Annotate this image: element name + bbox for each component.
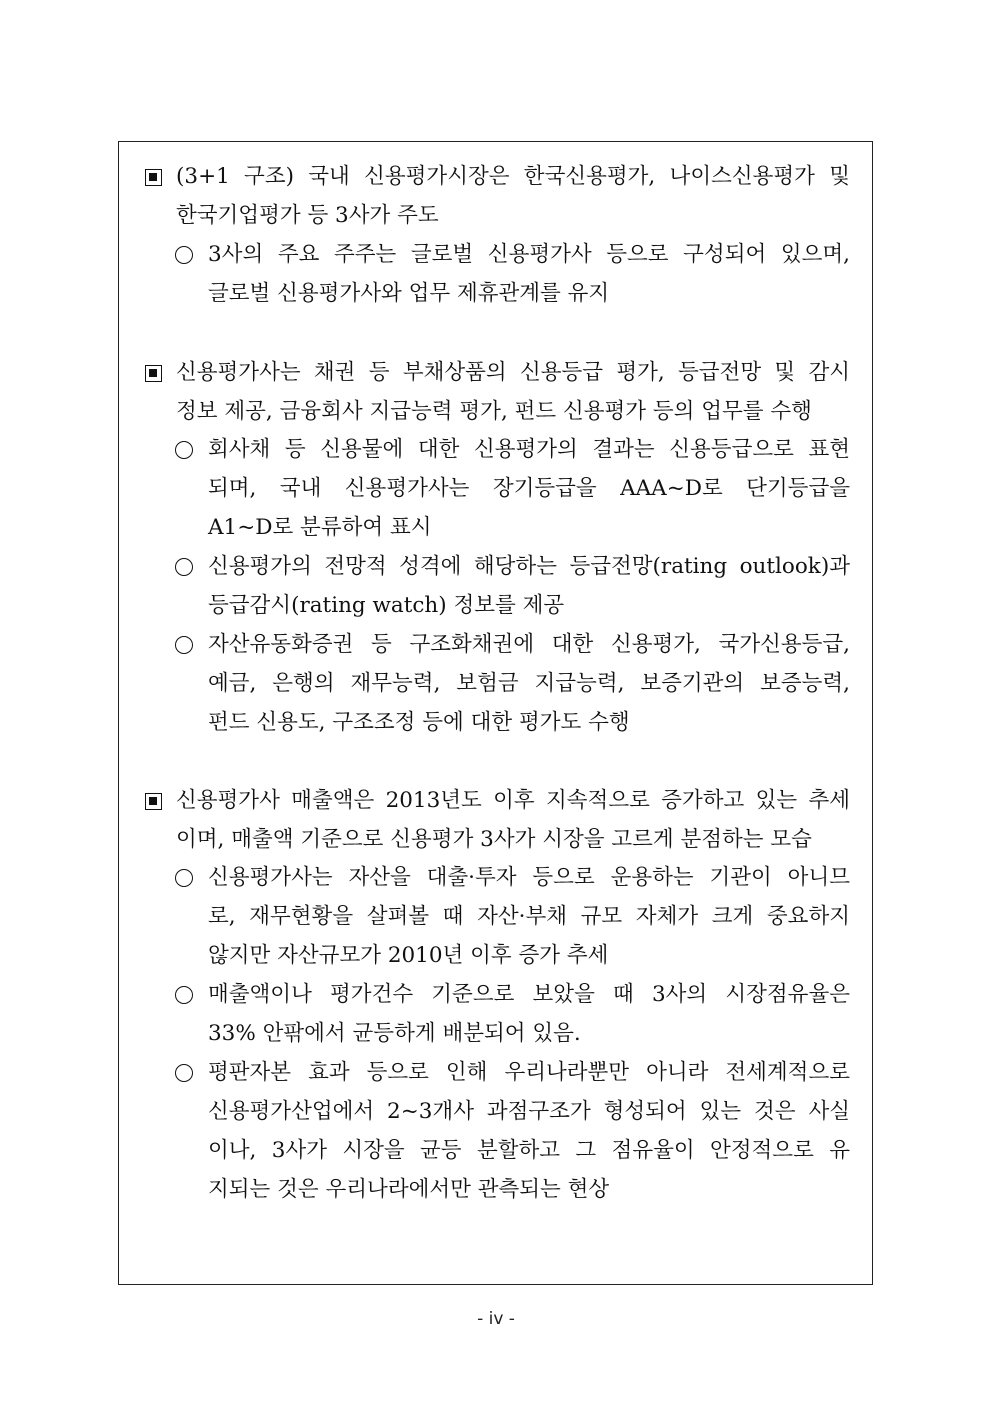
- section-3-line-1: 신용평가사 매출액은 2013년도 이후 지속적으로 증가하고 있는 추세: [176, 788, 850, 813]
- section-3-bullet-1-line-3: 않지만 자산규모가 2010년 이후 증가 추세: [208, 943, 609, 968]
- section-3-bullet-2-line-1: 매출액이나 평가건수 기준으로 보았을 때 3사의 시장점유율은: [208, 982, 850, 1007]
- section-2-line-1: 신용평가사는 채권 등 부채상품의 신용등급 평가, 등급전망 및 감시: [176, 360, 850, 385]
- section-1-bullet-1-line-2: 글로벌 신용평가사와 업무 제휴관계를 유지: [208, 281, 610, 306]
- section-2-bullet-2-line-1: 신용평가의 전망적 성격에 해당하는 등급전망(rating outlook)과: [208, 554, 850, 579]
- section-3-bullet-3-line-3: 이나, 3사가 시장을 균등 분할하고 그 점유율이 안정적으로 유: [208, 1138, 850, 1163]
- section-3-bullet-1-line-1: 신용평가사는 자산을 대출·투자 등으로 운용하는 기관이 아니므: [208, 865, 850, 890]
- section-2-bullet-1-line-2: 되며, 국내 신용평가사는 장기등급을 AAA~D로 단기등급을: [208, 476, 850, 501]
- section-2-bullet-1-line-1: 회사채 등 신용물에 대한 신용평가의 결과는 신용등급으로 표현: [208, 437, 850, 462]
- section-1-line-1: (3+1 구조) 국내 신용평가시장은 한국신용평가, 나이스신용평가 및: [176, 164, 850, 189]
- section-1-bullet-1-line-1: 3사의 주요 주주는 글로벌 신용평가사 등으로 구성되어 있으며,: [208, 242, 850, 267]
- section-2-bullet-3-line-2: 예금, 은행의 재무능력, 보험금 지급능력, 보증기관의 보증능력,: [208, 671, 850, 696]
- section-2-bullet-3-line-1: 자산유동화증권 등 구조화채권에 대한 신용평가, 국가신용등급,: [208, 632, 850, 657]
- section-2-bullet-1-line-3: A1~D로 분류하여 표시: [208, 515, 432, 540]
- section-3-bullet-3-line-1: 평판자본 효과 등으로 인해 우리나라뿐만 아니라 전세계적으로: [208, 1060, 850, 1085]
- section-1-line-2: 한국기업평가 등 3사가 주도: [176, 203, 439, 228]
- section-2-line-2: 정보 제공, 금융회사 지급능력 평가, 펀드 신용평가 등의 업무를 수행: [176, 399, 812, 424]
- section-2-bullet-3-line-3: 펀드 신용도, 구조조정 등에 대한 평가도 수행: [208, 710, 630, 735]
- page-number: - iv -: [477, 1309, 515, 1329]
- section-3-bullet-1-line-2: 로, 재무현황을 살펴볼 때 자산·부채 규모 자체가 크게 중요하지: [208, 904, 850, 929]
- section-3-bullet-3-line-2: 신용평가산업에서 2~3개사 과점구조가 형성되어 있는 것은 사실: [208, 1099, 850, 1124]
- section-3-bullet-3-line-4: 지되는 것은 우리나라에서만 관측되는 현상: [208, 1177, 610, 1202]
- section-3-bullet-2-line-2: 33% 안팎에서 균등하게 배분되어 있음.: [208, 1021, 581, 1046]
- summary-box: [118, 141, 873, 1285]
- section-2-bullet-2-line-2: 등급감시(rating watch) 정보를 제공: [208, 593, 565, 618]
- section-3-line-2: 이며, 매출액 기준으로 신용평가 3사가 시장을 고르게 분점하는 모습: [176, 827, 812, 852]
